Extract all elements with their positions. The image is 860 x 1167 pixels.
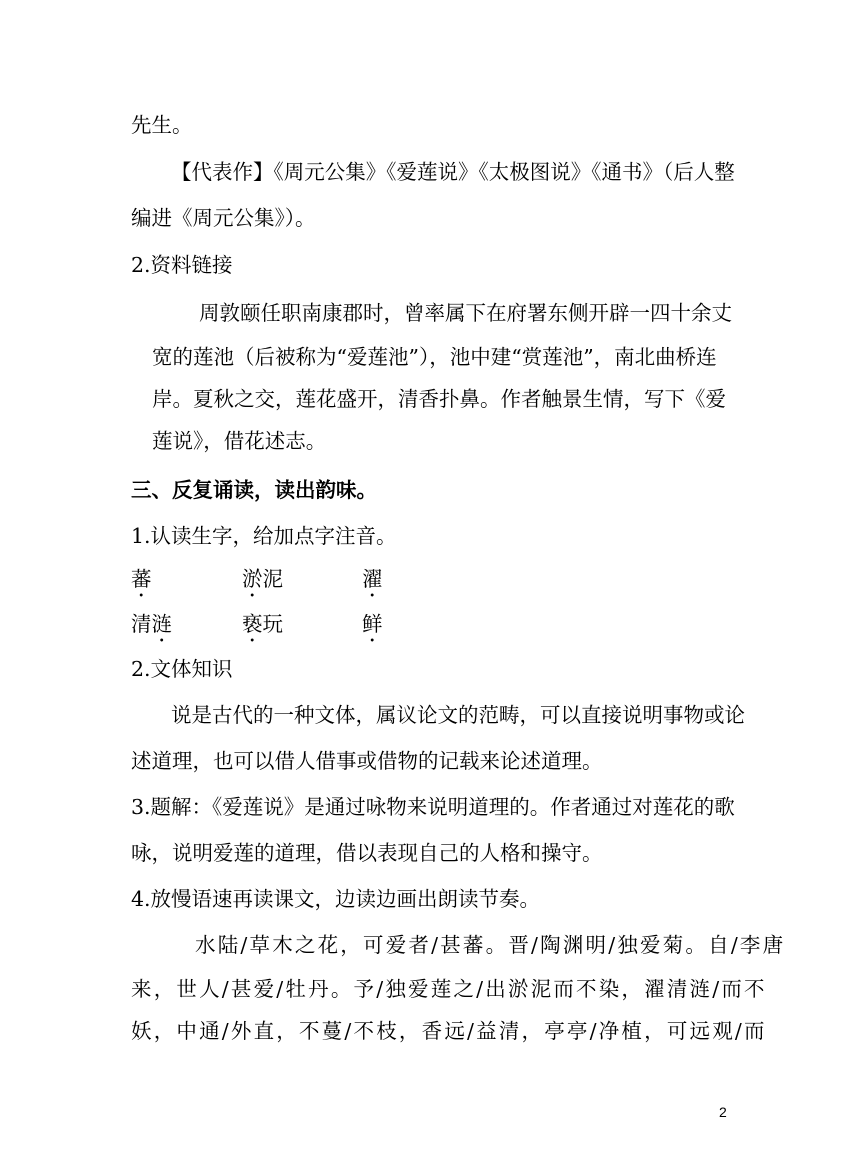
excerpt-line-1: 水陆/草木之花，可爱者/甚蕃。晋/陶渊明/独爱菊。自/李唐 xyxy=(195,933,786,957)
section-heading-3: 三、反复诵读，读出韵味。 xyxy=(131,478,377,502)
text-line-5: 周敦颐任职南康郡时，曾率属下在府署东侧开辟一四十余丈 xyxy=(199,301,732,325)
excerpt-line-2: 来，世人/甚爱/牡丹。予/独爱莲之/出淤泥而不染，濯清涟/而不 xyxy=(131,977,767,1001)
page-number: 2 xyxy=(719,1104,727,1120)
text-line-6: 宽的莲池（后被称为“爱莲池”），池中建“赏莲池”，南北曲桥连 xyxy=(152,345,717,369)
vocab-char: 泥 xyxy=(262,567,283,591)
text-line-1: 先生。 xyxy=(131,113,193,137)
text-line-14: 3.题解：《爱莲说》是通过咏物来说明道理的。作者通过对莲花的歌 xyxy=(131,795,735,819)
text-line-13: 述道理，也可以借人借事或借物的记载来论述道理。 xyxy=(131,749,603,773)
vocab-item xyxy=(131,611,172,647)
section-heading-2: 2.资料链接 xyxy=(131,253,233,277)
text-line-7: 岸。夏秋之交，莲花盛开，清香扑鼻。作者触景生情，写下《爱 xyxy=(152,387,726,411)
vocab-item xyxy=(362,566,383,602)
section-heading-style: 2.文体知识 xyxy=(131,657,233,681)
text-line-8: 莲说》，借花述志。 xyxy=(152,429,327,453)
text-line-16: 4.放慢语速再读课文，边读边画出朗读节奏。 xyxy=(131,887,541,911)
vocab-item xyxy=(362,611,383,647)
vocab-item xyxy=(242,611,283,647)
vocab-char: 清 xyxy=(131,612,152,636)
dotted-char: 淤 xyxy=(242,567,263,591)
vocab-char: 玩 xyxy=(262,612,283,636)
dotted-char: 濯 xyxy=(362,567,383,591)
text-line-2: 【代表作】《周元公集》《爱莲说》《太极图说》《通书》（后人整 xyxy=(171,160,735,184)
dotted-char: 鲜 xyxy=(362,612,383,636)
text-line-3: 编进《周元公集》）。 xyxy=(131,206,316,230)
dotted-char: 亵 xyxy=(242,612,263,636)
vocab-item xyxy=(131,566,152,602)
dotted-char: 蕃 xyxy=(131,567,152,591)
dotted-char: 涟 xyxy=(151,612,172,636)
excerpt-line-3: 妖，中通/外直，不蔓/不枝，香远/益清，亭亭/净植，可远观/而 xyxy=(131,1019,767,1043)
text-line-10: 1.认读生字，给加点字注音。 xyxy=(131,524,397,548)
text-line-12: 说是古代的一种文体，属议论文的范畴，可以直接说明事物或论 xyxy=(171,703,745,727)
vocab-item xyxy=(242,566,283,602)
text-line-15: 咏，说明爱莲的道理，借以表现自己的人格和操守。 xyxy=(131,841,603,865)
